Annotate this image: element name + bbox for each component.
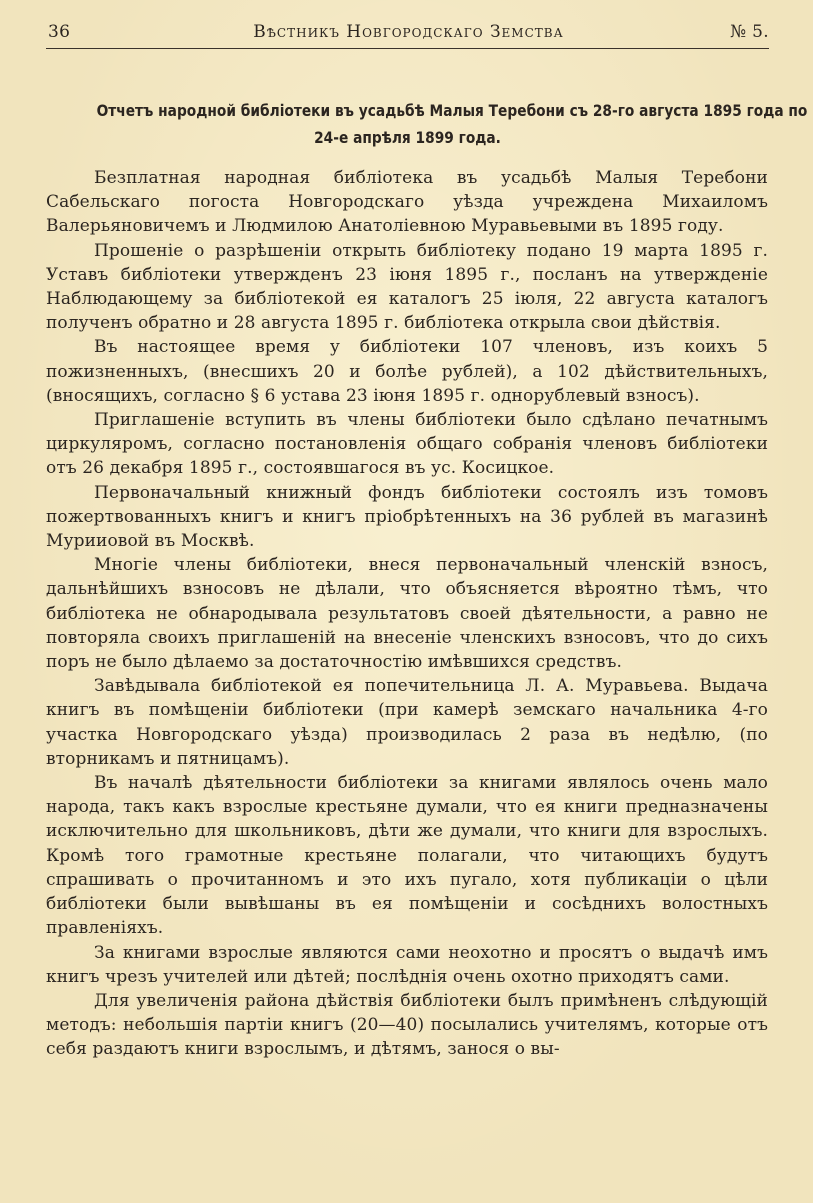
journal-title: Вѣстникъ Новгородскаго Земства	[253, 22, 564, 42]
report-title-line-1: Отчетъ народной библіотеки въ усадьбѣ Малыя Теребони съ 28-го августа 1895 года по	[96, 101, 808, 120]
paragraph: Первоначальный книжный фондъ библіотеки состоялъ изъ томовъ пожертвованныхъ книгъ и книгъ пріобрѣтенныхъ на 36 рублей въ магазинѣ Мурииовой въ Москвѣ.	[46, 482, 768, 552]
report-title-line-2: 24-е апрѣля 1899 года.	[314, 128, 501, 147]
article-body	[46, 166, 768, 1062]
paragraph: Многіе члены библіотеки, внеся первоначальный членскій взносъ, дальнѣйшихъ взносовъ не дѣлали, что объясняется вѣроятно тѣмъ, что библіотека не обнародывала результатовъ своей дѣятельности, а равно не повторяла своихъ приглашеній на внесеніе членскихъ взносовъ, что до сихъ поръ не было дѣлаемо за достаточностію имѣвшихся средствъ.	[46, 555, 768, 673]
paragraph: Въ началѣ дѣятельности библіотеки за книгами являлось очень мало народа, такъ какъ взрослые крестьяне думали, что ея книги предназначены исключительно для школьниковъ, дѣти же думали, что книги для взрослыхъ. Кромѣ того грамотные крестьяне полагали, что читающихъ будутъ спрашивать о прочитанномъ и это ихъ пугало, хотя публикаціи о цѣли библіотеки были вывѣшаны въ ея помѣщеніи и сосѣднихъ волостныхъ правленіяхъ.	[46, 773, 768, 939]
paragraph: Для увеличенія района дѣйствія библіотеки былъ примѣненъ слѣдующій методъ: небольшія партіи книгъ (20—40) посылались учителямъ, которые отъ себя раздаютъ книги взрослымъ, и дѣтямъ, занося о вы-	[46, 990, 768, 1060]
running-header	[48, 22, 769, 46]
issue-number: № 5.	[730, 22, 769, 42]
paragraph: За книгами взрослые являются сами неохотно и просятъ о выдачѣ имъ книгъ чрезъ учителей или дѣтей; послѣднія очень охотно приходятъ сами.	[46, 942, 768, 987]
paragraph: Въ настоящее время у библіотеки 107 членовъ, изъ коихъ 5 пожизненныхъ, (внесшихъ 20 и болѣе рублей), а 102 дѣйствительныхъ, (вносящихъ, согласно § 6 устава 23 іюня 1895 г. однорублевый взносъ).	[46, 337, 768, 406]
page-number: 36	[48, 22, 71, 42]
header-rule	[46, 48, 769, 49]
paragraph: Безплатная народная библіотека въ усадьбѣ Малыя Теребони Сабельскаго погоста Новгородскаго уѣзда учреждена Михаиломъ Валерьяновичемъ и Людмилою Анатоліевною Муравьевыми въ 1895 году.	[46, 168, 768, 237]
paragraph: Прошеніе о разрѣшеніи открыть библіотеку подано 19 марта 1895 г. Уставъ библіотеки утвержденъ 23 іюня 1895 г., посланъ на утвержденіе Наблюдающему за библіотекой ея каталогъ 25 іюля, 22 августа каталогъ полученъ обратно и 28 августа 1895 г. библіотека открыла свои дѣйствія.	[46, 240, 768, 334]
report-title	[96, 97, 808, 151]
paragraph: Завѣдывала библіотекой ея попечительница Л. А. Муравьева. Выдача книгъ въ помѣщеніи библіотеки (при камерѣ земскаго начальника 4-го участка Новгородскаго уѣзда) производилась 2 раза въ недѣлю, (по вторникамъ и пятницамъ).	[46, 676, 768, 769]
paragraph: Приглашеніе вступить въ члены библіотеки было сдѣлано печатнымъ циркуляромъ, согласно постановленія общаго собранія членовъ библіотеки отъ 26 декабря 1895 г., состоявшагося въ ус. Косицкое.	[46, 410, 768, 479]
